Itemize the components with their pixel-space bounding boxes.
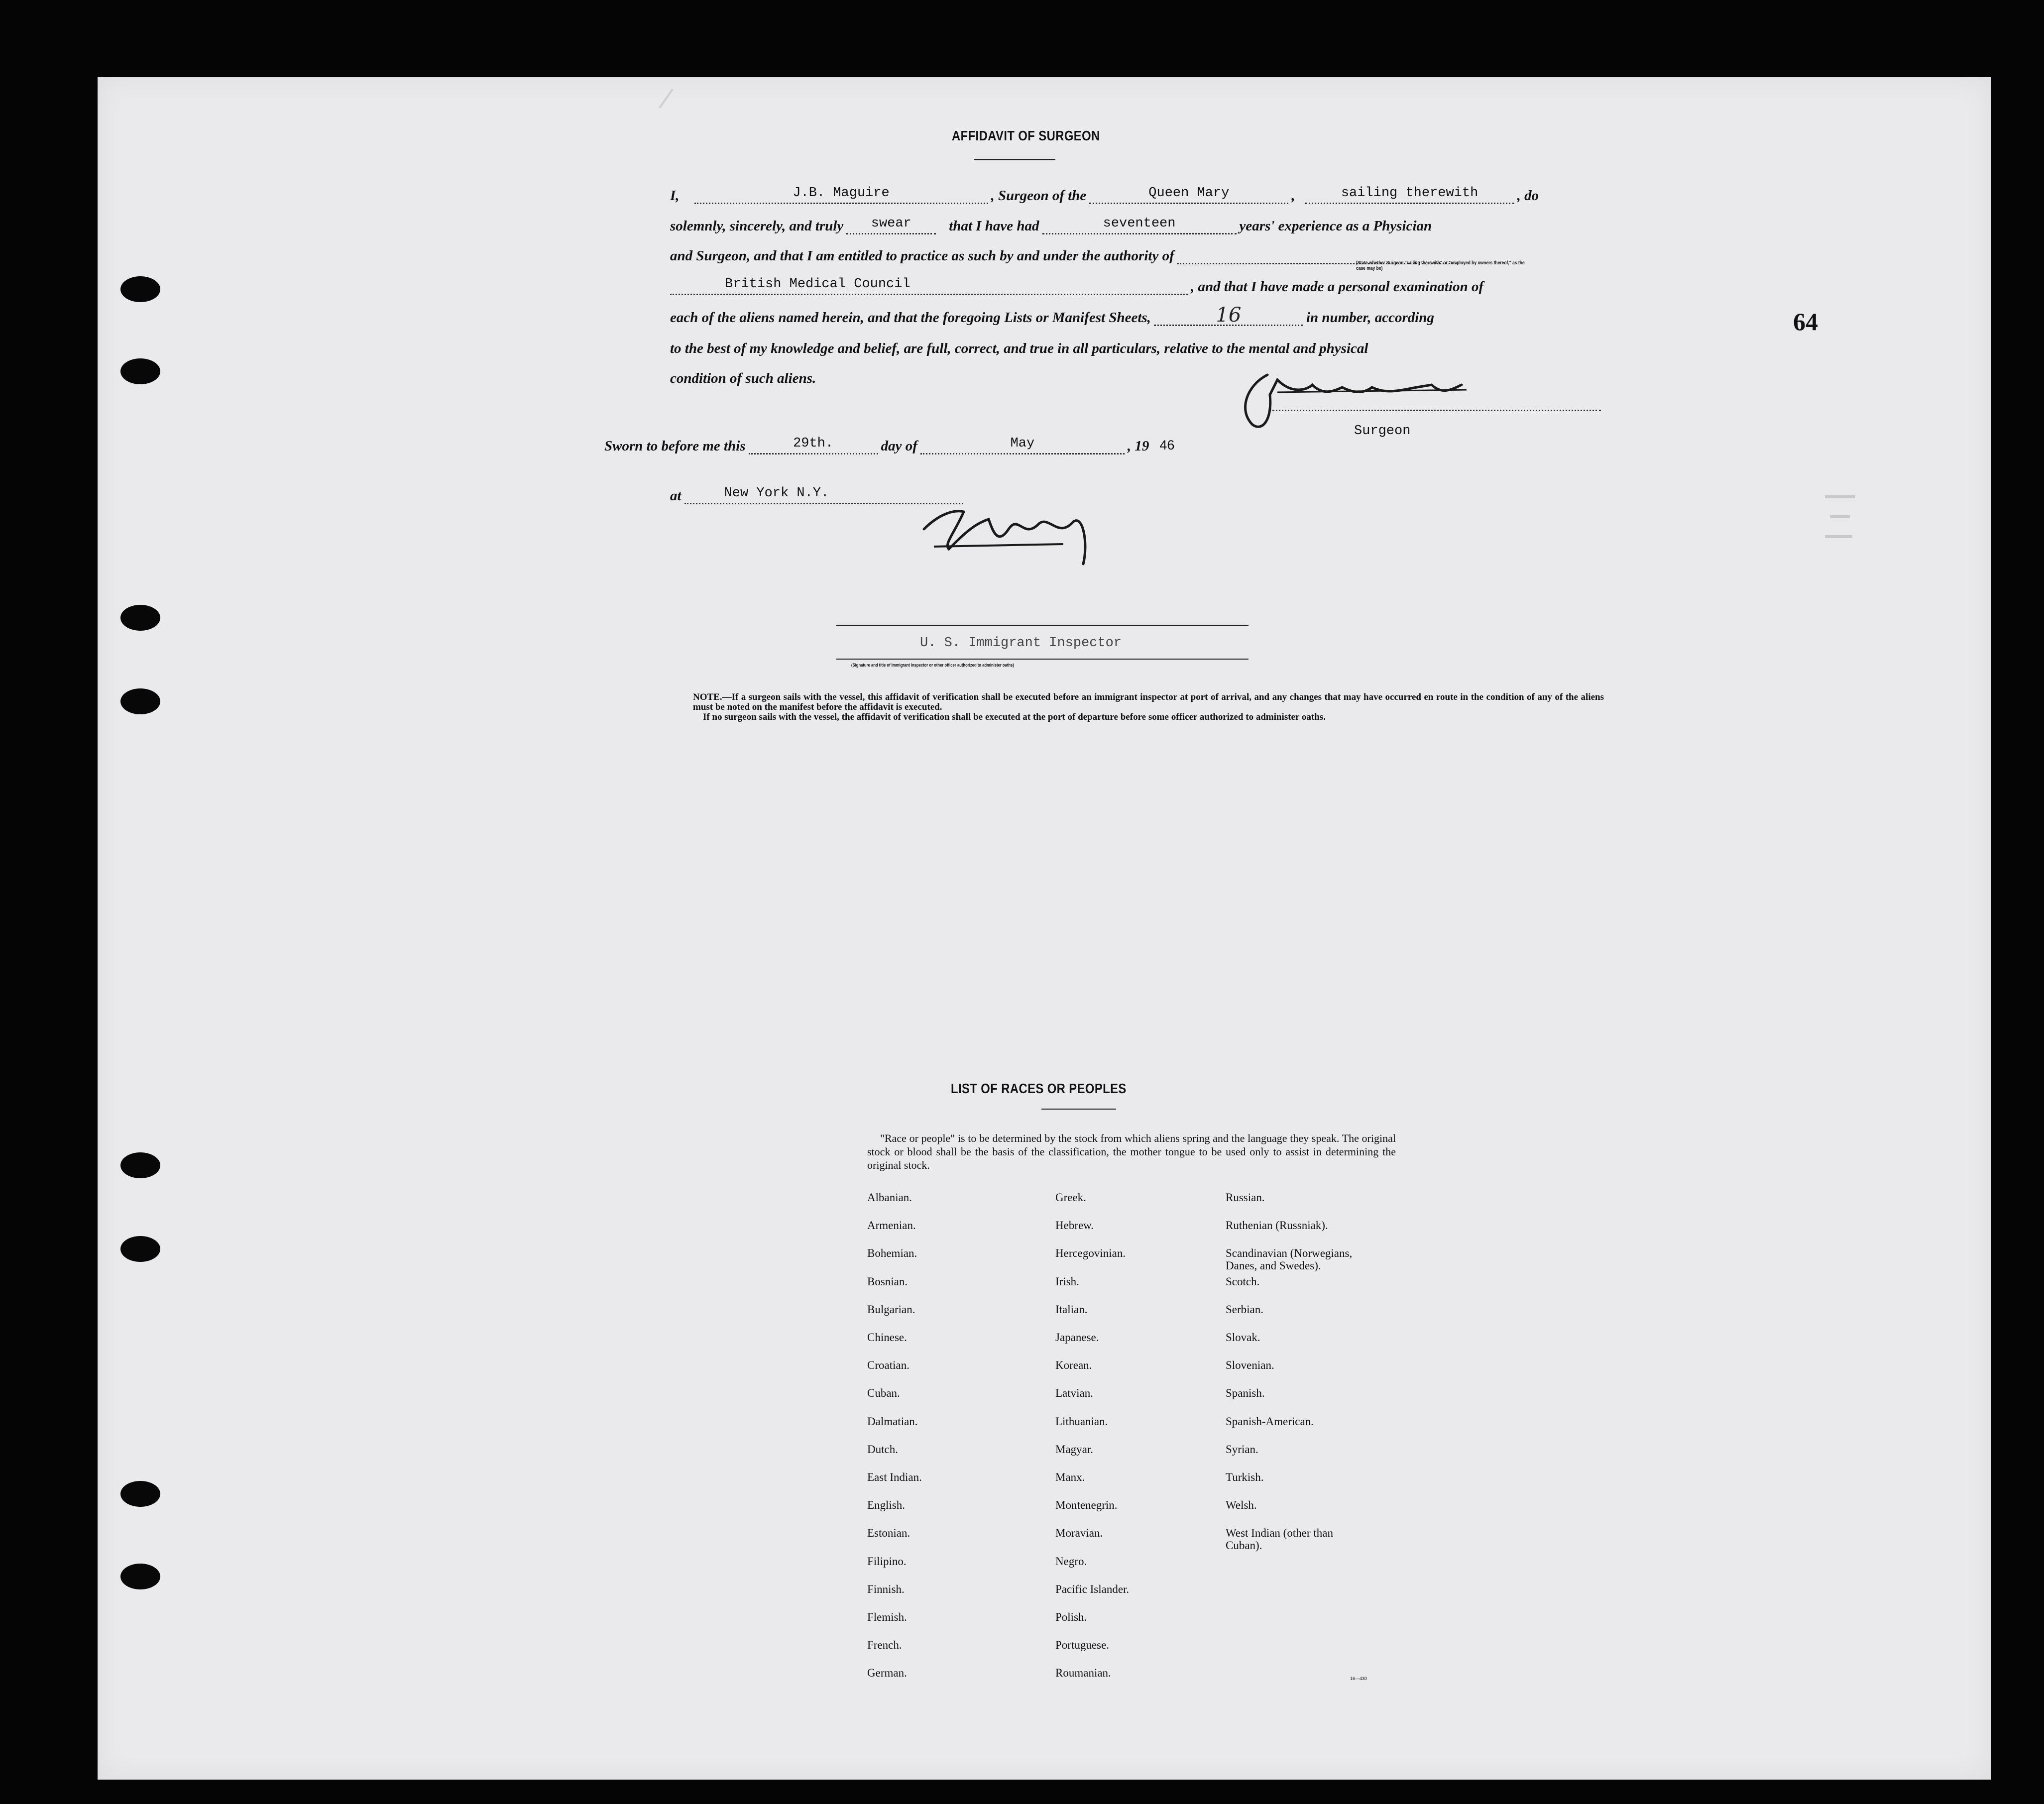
bleed-mark <box>1825 495 1855 498</box>
race-item: Estonian. <box>867 1527 910 1540</box>
race-item: Hebrew. <box>1055 1219 1094 1232</box>
race-item: Croatian. <box>867 1359 909 1372</box>
race-item: German. <box>867 1667 907 1680</box>
race-item: Dutch. <box>867 1443 898 1456</box>
sworn-day-field: 29th. <box>749 435 878 454</box>
punch-hole <box>120 1564 160 1589</box>
sworn-line <box>604 430 1351 454</box>
text: and Surgeon, and that I am entitled to practice as such by and under the authority of <box>670 248 1174 264</box>
race-item: Manx. <box>1055 1471 1085 1483</box>
text: each of the aliens named herein, and that the foregoing Lists or Manifest Sheets, <box>670 310 1151 326</box>
race-item: Korean. <box>1055 1359 1092 1372</box>
race-item: Syrian. <box>1226 1443 1258 1456</box>
race-item: Montenegrin. <box>1055 1499 1118 1512</box>
race-item: Bulgarian. <box>867 1303 915 1316</box>
text: , and that I have made a personal examination of <box>1191 279 1484 295</box>
note-paragraph-2: If no surgeon sails with the vessel, the affidavit of verification shall be executed at the port of departure before some officer authorized to administer oaths. <box>703 712 1326 722</box>
race-item: English. <box>867 1499 906 1512</box>
text: at <box>670 488 681 504</box>
title-underline <box>974 159 1055 160</box>
races-intro <box>867 1131 1396 1172</box>
affidavit-title: AFFIDAVIT OF SURGEON <box>952 128 1100 143</box>
race-item: Chinese. <box>867 1331 907 1344</box>
race-item: Filipino. <box>867 1555 907 1568</box>
races-intro-text: "Race or people" is to be determined by the stock from which aliens spring and the language they speak. The original stock or blood shall be the basis of the classification, the mother tongue to be used only to assist in determining the original stock. <box>867 1132 1396 1171</box>
bleed-mark <box>1830 515 1850 518</box>
race-item: Scandinavian (Norwegians, Danes, and Swedes). <box>1226 1247 1353 1272</box>
text: condition of such aliens. <box>670 370 816 386</box>
text: solemnly, sincerely, and truly <box>670 218 844 234</box>
text: years' experience as a Physician <box>1239 218 1432 234</box>
authority-field: British Medical Council <box>670 276 1188 295</box>
race-item: Spanish. <box>1226 1387 1265 1400</box>
punch-hole <box>120 1236 160 1262</box>
inspector-title-line <box>836 659 1249 660</box>
punch-hole <box>120 1152 160 1178</box>
race-item: Scotch. <box>1226 1275 1260 1288</box>
affidavit-line-6 <box>670 332 1601 357</box>
race-item: West Indian (other than Cuban). <box>1226 1527 1333 1552</box>
affidavit-line-4 <box>670 270 1601 295</box>
inspector-title: U. S. Immigrant Inspector <box>920 636 1122 651</box>
race-item: Albanian. <box>867 1191 912 1204</box>
punch-hole <box>120 605 160 631</box>
punch-hole <box>120 358 160 384</box>
affidavit-line-2 <box>670 210 1601 234</box>
race-item: Dalmatian. <box>867 1415 918 1428</box>
text: day of <box>881 438 917 454</box>
text: in number, according <box>1306 310 1434 326</box>
race-item: Polish. <box>1055 1611 1087 1623</box>
inspector-signature <box>894 494 1252 574</box>
punch-hole <box>120 276 160 302</box>
sworn-month-field: May <box>920 435 1125 454</box>
form-code: 16—430 <box>1350 1676 1367 1681</box>
bleed-mark <box>1825 535 1852 538</box>
race-item: Japanese. <box>1055 1331 1099 1344</box>
text: that I have had <box>949 218 1039 234</box>
race-item: Finnish. <box>867 1582 905 1595</box>
surgeon-name-field: J.B. Maguire <box>694 185 988 204</box>
race-item: Negro. <box>1055 1555 1087 1568</box>
race-item: Latvian. <box>1055 1387 1093 1400</box>
race-item: Portuguese. <box>1055 1639 1109 1652</box>
authority-blank <box>1177 262 1456 264</box>
race-item: Serbian. <box>1226 1303 1264 1316</box>
affidavit-line-3 <box>670 239 1601 264</box>
race-item: Russian. <box>1226 1191 1265 1204</box>
race-item: Lithuanian. <box>1055 1415 1108 1428</box>
affidavit-line-1 <box>670 179 1601 204</box>
race-item: Flemish. <box>867 1611 907 1623</box>
race-item: Ruthenian (Russniak). <box>1226 1219 1328 1232</box>
years-experience-field: seventeen <box>1042 215 1237 234</box>
sailing-status-note: (State whether Surgeon "sailing therewith" or "employed by owners thereof," as the case may be) <box>1356 260 1525 271</box>
race-item: Slovak. <box>1226 1331 1260 1344</box>
race-item: Hercegovinian. <box>1055 1247 1126 1260</box>
corner-mark <box>659 89 674 109</box>
affidavit-note <box>693 692 1604 722</box>
vessel-name-field: Queen Mary <box>1089 185 1288 204</box>
race-item: Turkish. <box>1226 1471 1264 1483</box>
race-item: Italian. <box>1055 1303 1088 1316</box>
race-item: Greek. <box>1055 1191 1086 1204</box>
race-item: Moravian. <box>1055 1527 1103 1540</box>
text: I, <box>670 188 680 204</box>
surgeon-label: Surgeon <box>1354 424 1411 439</box>
inspector-caption: (Signature and title of Immigrant Inspector or other officer authorized to administer oaths) <box>851 663 1014 668</box>
affidavit-line-5 <box>670 301 1601 326</box>
text: , 19 <box>1127 438 1149 454</box>
races-title-underline <box>1041 1109 1116 1110</box>
race-item: Irish. <box>1055 1275 1079 1288</box>
punch-hole <box>120 688 160 714</box>
race-item: Welsh. <box>1226 1499 1257 1512</box>
text: , Surgeon of the <box>991 188 1087 204</box>
text: , do <box>1517 188 1539 204</box>
punch-hole <box>120 1481 160 1507</box>
sworn-year-field: 46 <box>1159 438 1175 452</box>
race-item: Cuban. <box>867 1387 900 1400</box>
text: to the best of my knowledge and belief, are full, correct, and true in all particulars, relative to the mental and physical <box>670 340 1368 356</box>
races-title: LIST OF RACES OR PEOPLES <box>951 1081 1127 1096</box>
sheet-count-field: 16 <box>1154 307 1303 326</box>
race-item: French. <box>867 1639 902 1652</box>
race-item: East Indian. <box>867 1471 922 1483</box>
race-item: Bohemian. <box>867 1247 917 1260</box>
race-item: Pacific Islander. <box>1055 1582 1130 1595</box>
race-item: Roumanian. <box>1055 1667 1111 1680</box>
oath-field: swear <box>846 215 936 234</box>
surgeon-signature-line <box>1272 410 1601 411</box>
text: Sworn to before me this <box>604 438 746 454</box>
document-page <box>98 77 1991 1780</box>
sailing-status-field: sailing therewith <box>1305 185 1514 204</box>
race-item: Slovenian. <box>1226 1359 1274 1372</box>
sheet-number: 64 <box>1793 308 1818 336</box>
inspector-signature-line <box>836 625 1249 626</box>
race-item: Spanish-American. <box>1226 1415 1314 1428</box>
race-item: Bosnian. <box>867 1275 908 1288</box>
place-field: New York N.Y. <box>684 485 963 504</box>
race-item: Magyar. <box>1055 1443 1094 1456</box>
text: , <box>1291 188 1295 204</box>
race-item: Armenian. <box>867 1219 916 1232</box>
note-paragraph-1: NOTE.—If a surgeon sails with the vessel, this affidavit of verification shall be executed before an immigrant inspector at port of arrival, and any changes that may have occurred en route in the condition of any of the aliens must be noted on the manifest before the affidavit is executed. <box>693 692 1604 712</box>
